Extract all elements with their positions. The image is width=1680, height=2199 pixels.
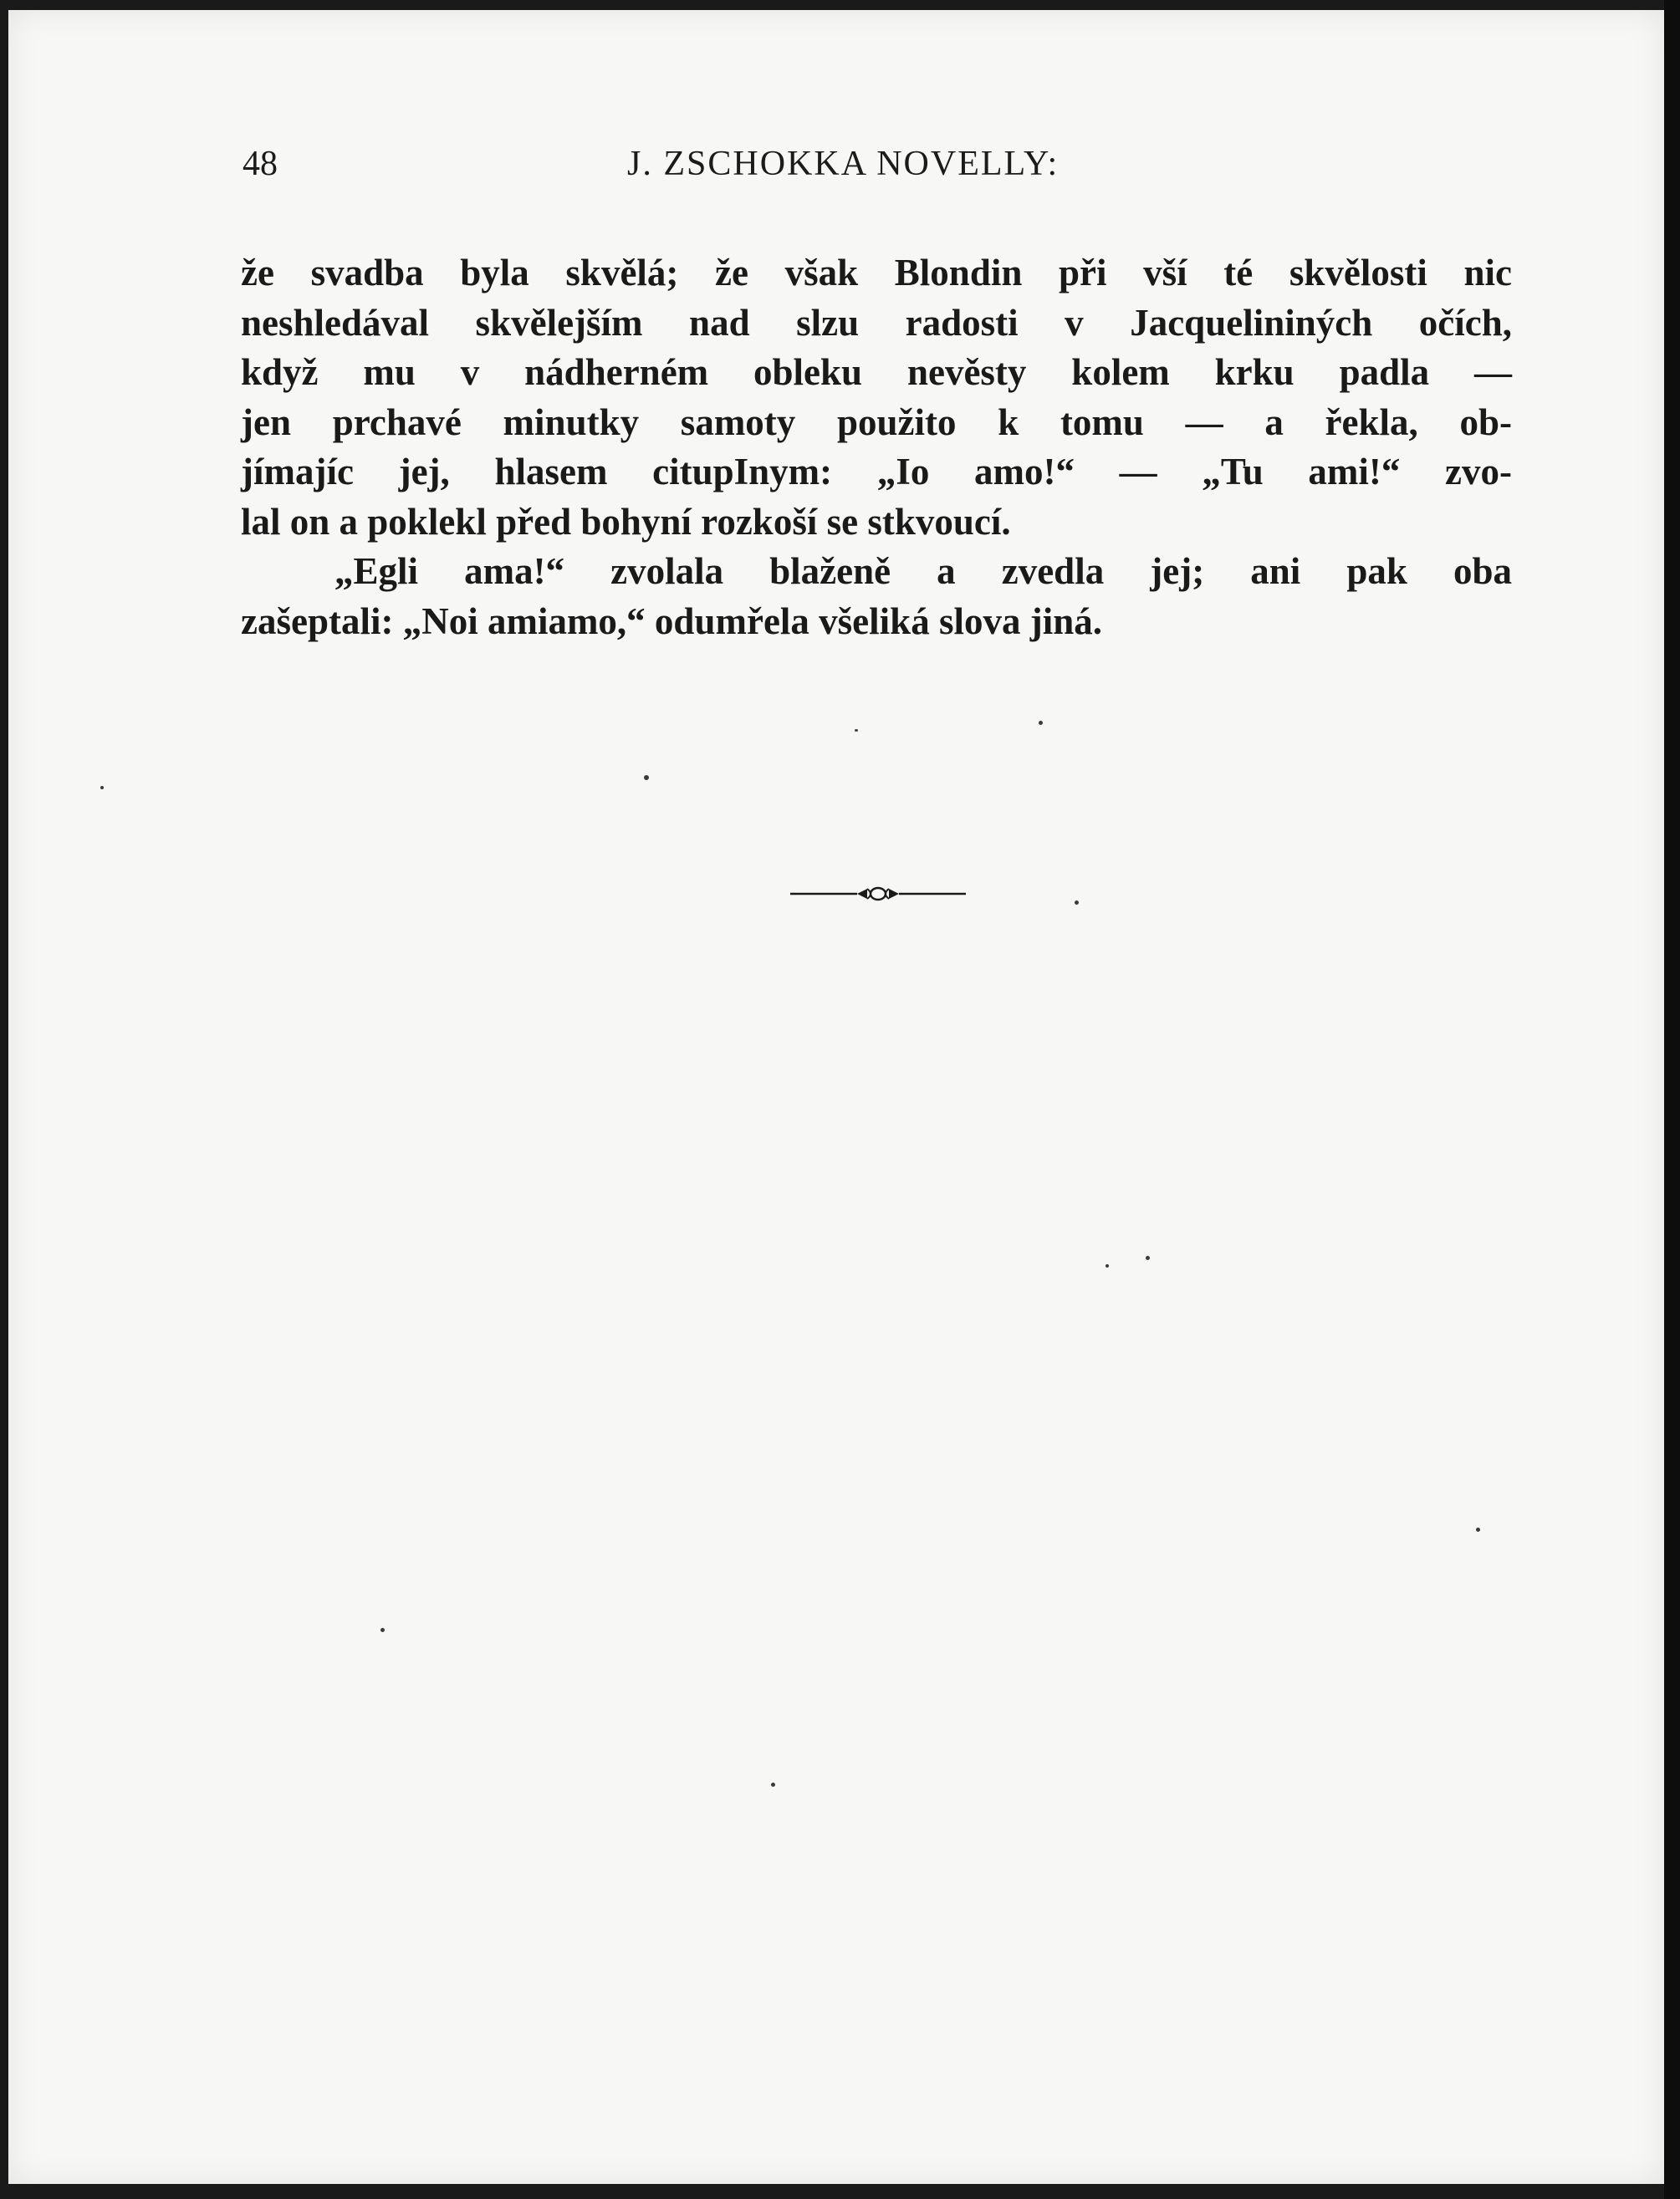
tailpiece-ornament-icon bbox=[790, 884, 966, 904]
print-speck bbox=[1039, 721, 1043, 725]
print-speck bbox=[1476, 1528, 1480, 1532]
print-speck bbox=[855, 729, 858, 732]
print-speck bbox=[1075, 901, 1079, 905]
print-speck bbox=[1146, 1256, 1150, 1260]
text-line: když mu v nádherném obleku nevěsty kolem krku padla — bbox=[241, 351, 1512, 393]
scan-edge bbox=[1664, 0, 1680, 2199]
running-head bbox=[234, 144, 1514, 191]
paragraph bbox=[241, 248, 1512, 547]
print-speck bbox=[771, 1783, 775, 1787]
text-line: jímajíc jej, hlasem citupInym: „Io amo!“ — „Tu ami!“ zvo- bbox=[241, 451, 1512, 492]
print-speck bbox=[644, 775, 649, 780]
text-line: jen prchavé minutky samoty použito k tomu — a řekla, ob- bbox=[241, 401, 1512, 443]
text-line: zašeptali: „Noi amiamo,“ odumřela všeliká slova jiná. bbox=[241, 599, 1102, 642]
page-number: 48 bbox=[243, 145, 278, 183]
print-speck bbox=[1106, 1264, 1109, 1268]
running-title: J. ZSCHOKKA NOVELLY: bbox=[627, 145, 1060, 183]
body-text bbox=[241, 248, 1512, 646]
text-line: neshledával skvělejším nad slzu radosti v Jacquelininých očích, bbox=[241, 301, 1512, 344]
text-line: že svadba byla skvělá; že však Blondin při vší té skvělosti nic bbox=[241, 252, 1512, 293]
text-line: lal on a poklekl před bohyní rozkoší se stkvoucí. bbox=[241, 500, 1011, 543]
book-page bbox=[8, 10, 1664, 2184]
text-line: „Egli ama!“ zvolala blaženě a zvedla jej; ani pak oba bbox=[334, 550, 1512, 592]
print-speck bbox=[100, 786, 104, 789]
print-speck bbox=[380, 1628, 385, 1632]
paragraph bbox=[241, 547, 1512, 646]
